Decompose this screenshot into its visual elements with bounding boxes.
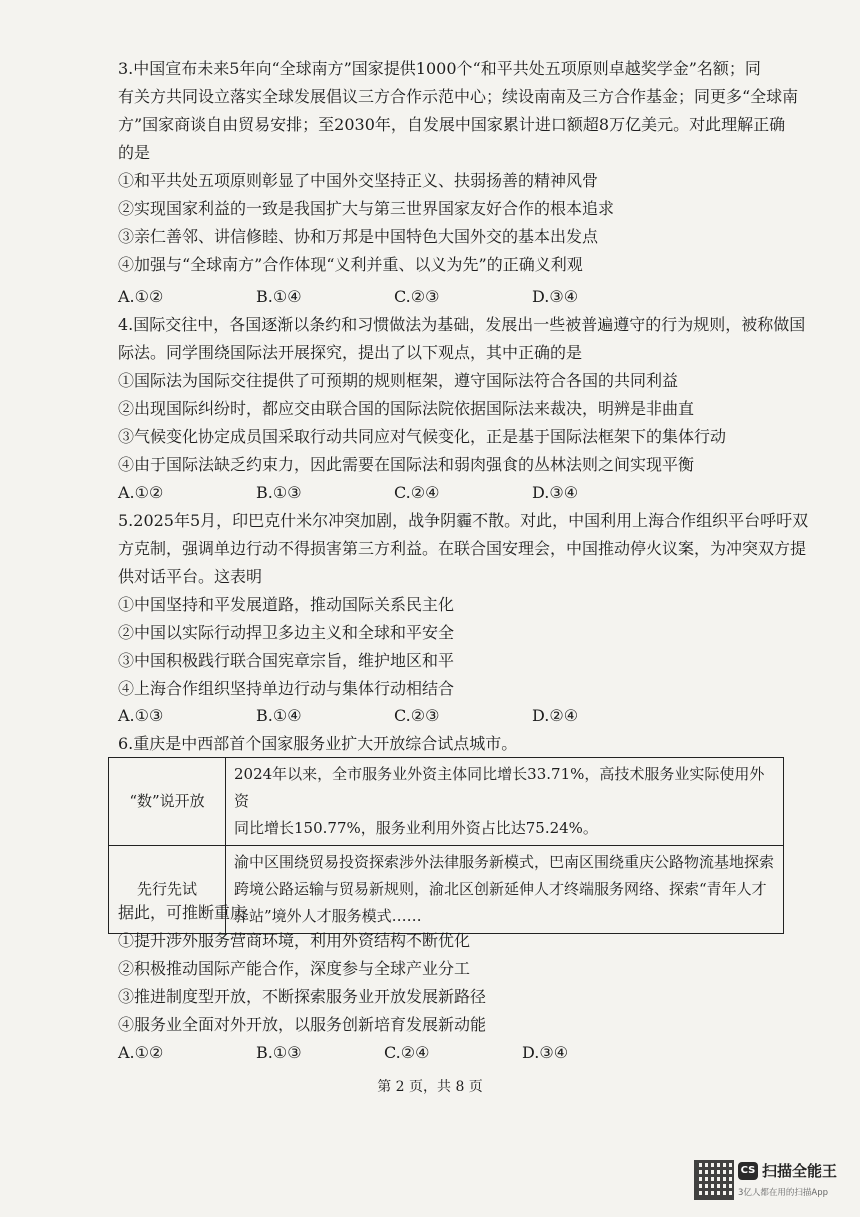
- q3-line: 的是: [118, 143, 151, 162]
- q4-statement: ②出现国际纠纷时，都应交由联合国的国际法院依据国际法来裁决，明辨是非曲直: [118, 399, 695, 418]
- q5-statement: ④上海合作组织坚持单边行动与集体行动相结合: [118, 679, 455, 698]
- q3-option-b: B.①④: [256, 287, 302, 306]
- q4-option-a: A.①②: [118, 483, 164, 502]
- q5-line: 5.2025年5月，印巴克什米尔冲突加剧，战争阴霾不散。对此，中国利用上海合作组织平台呼吁双: [118, 511, 809, 530]
- question-6: [118, 899, 778, 1039]
- table-row-content: [226, 758, 784, 846]
- table-content-line: 同比增长150.77%，服务业利用外资占比达75.24%。: [234, 819, 598, 837]
- q3-option-a: A.①②: [118, 287, 164, 306]
- q4-statement: ③气候变化协定成员国采取行动共同应对气候变化，正是基于国际法框架下的集体行动: [118, 427, 727, 446]
- q4-statement: ④由于国际法缺乏约束力，因此需要在国际法和弱肉强食的丛林法则之间实现平衡: [118, 455, 695, 474]
- q5-line: 方克制，强调单边行动不得损害第三方利益。在联合国安理会，中国推动停火议案，为冲突双方提: [118, 539, 807, 558]
- scanner-name: 扫描全能王: [762, 1162, 838, 1180]
- q3-line: 有关方共同设立落实全球发展倡议三方合作示范中心；续设南南及三方合作基金；同更多“全球南: [118, 87, 799, 106]
- q5-options: [118, 702, 718, 730]
- table-row-header: “数”说开放: [109, 758, 226, 846]
- q4-options: [118, 479, 718, 507]
- table-content-line: 跨境公路运输与贸易新规则，渝北区创新延伸人才终端服务网络、探索“青年人才: [234, 880, 767, 898]
- q5-option-a: A.①③: [118, 706, 164, 725]
- table-row: [109, 758, 784, 846]
- q3-line: 方”国家商谈自由贸易安排；至2030年，自发展中国家累计进口额超8万亿美元。对此理解正确: [118, 115, 786, 134]
- question-5: [118, 507, 809, 703]
- q5-option-b: B.①④: [256, 706, 302, 725]
- q6-option-a: A.①②: [118, 1043, 164, 1062]
- q6-statement: ③推进制度型开放，不断探索服务业开放发展新路径: [118, 987, 487, 1006]
- q6-statement: ①提升涉外服务营商环境，利用外资结构不断优化: [118, 931, 471, 950]
- q3-options: [118, 283, 718, 311]
- q6-intro: 6.重庆是中西部首个国家服务业扩大开放综合试点城市。: [118, 734, 518, 753]
- question-4: [118, 311, 806, 479]
- q3-option-c: C.②③: [394, 287, 440, 306]
- q6-line: 据此，可推断重庆: [118, 903, 247, 922]
- table-content-line: 2024年以来，全市服务业外资主体同比增长33.71%，高技术服务业实际使用外资: [234, 765, 765, 810]
- question-6-intro: [118, 730, 778, 758]
- q5-line: 供对话平台。这表明: [118, 567, 263, 586]
- table-content-line: 驿站”境外人才服务模式……: [234, 907, 422, 925]
- cs-logo-icon: CS: [738, 1162, 758, 1180]
- q4-option-c: C.②④: [394, 483, 440, 502]
- q6-option-b: B.①③: [256, 1043, 302, 1062]
- q6-options: [118, 1039, 718, 1067]
- q3-statement: ①和平共处五项原则彰显了中国外交坚持正义、扶弱扬善的精神风骨: [118, 171, 599, 190]
- q5-option-d: D.②④: [532, 706, 579, 725]
- q3-line: 3.中国宣布未来5年向“全球南方”国家提供1000个“和平共处五项原则卓越奖学金”名额；同: [118, 59, 761, 78]
- question-3: [118, 55, 799, 279]
- q4-statement: ①国际法为国际交往提供了可预期的规则框架，遵守国际法符合各国的共同利益: [118, 371, 679, 390]
- q3-statement: ④加强与“全球南方”合作体现“义利并重、以义为先”的正确义利观: [118, 255, 583, 274]
- page-number: 第 2 页，共 8 页: [377, 1079, 483, 1095]
- q3-option-d: D.③④: [532, 287, 579, 306]
- q4-line: 际法。同学围绕国际法开展探究，提出了以下观点，其中正确的是: [118, 343, 583, 362]
- qr-code-icon: [694, 1160, 734, 1200]
- q5-statement: ②中国以实际行动捍卫多边主义和全球和平安全: [118, 623, 455, 642]
- q3-statement: ③亲仁善邻、讲信修睦、协和万邦是中国特色大国外交的基本出发点: [118, 227, 599, 246]
- q4-option-b: B.①③: [256, 483, 302, 502]
- q4-line: 4.国际交往中，各国逐渐以条约和习惯做法为基础，发展出一些被普遍遵守的行为规则，被称做国: [118, 315, 806, 334]
- q5-statement: ①中国坚持和平发展道路，推动国际关系民主化: [118, 595, 455, 614]
- q5-option-c: C.②③: [394, 706, 440, 725]
- scanner-watermark: [694, 1160, 844, 1205]
- q6-option-c: C.②④: [384, 1043, 430, 1062]
- q5-statement: ③中国积极践行联合国宪章宗旨，维护地区和平: [118, 651, 455, 670]
- q4-option-d: D.③④: [532, 483, 579, 502]
- q3-statement: ②实现国家利益的一致是我国扩大与第三世界国家友好合作的根本追求: [118, 199, 615, 218]
- table-row-header: 先行先试: [109, 846, 226, 934]
- scanner-tagline: 3亿人都在用的扫描App: [738, 1188, 829, 1198]
- q6-option-d: D.③④: [522, 1043, 569, 1062]
- table-content-line: 渝中区围绕贸易投资探索涉外法律服务新模式，巴南区围绕重庆公路物流基地探索: [234, 853, 775, 871]
- q6-statement: ②积极推动国际产能合作，深度参与全球产业分工: [118, 959, 471, 978]
- q6-statement: ④服务业全面对外开放，以服务创新培育发展新动能: [118, 1015, 487, 1034]
